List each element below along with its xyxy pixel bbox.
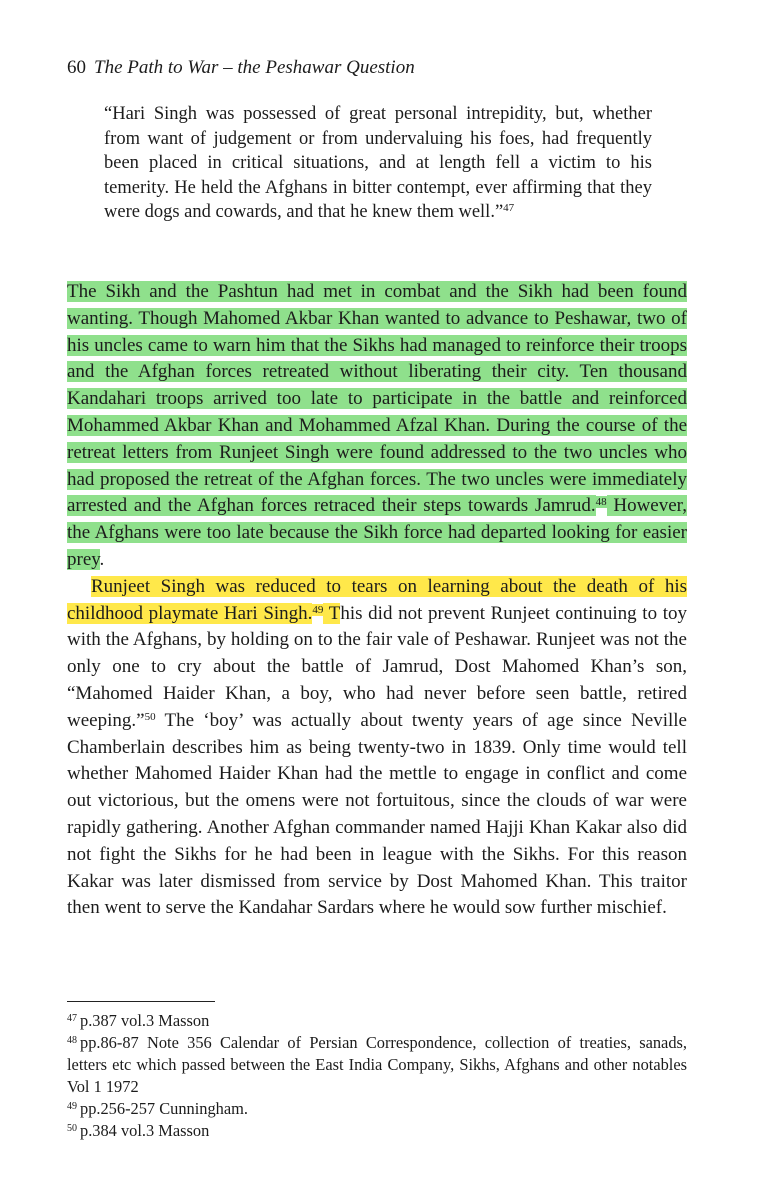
footnote-text: pp.86-87 Note 356 Calendar of Persian Correspondence, collection of treaties, sanads, letters etc which passed between the East India Company, Sikhs, Afghans and other notables Vol 1 1972 xyxy=(67,1033,687,1096)
footnote-ref-47: 47 xyxy=(503,202,515,214)
paragraph-1 xyxy=(67,279,687,574)
footnote-ref-50: 50 xyxy=(144,710,156,723)
footnote-number: 50 xyxy=(67,1123,77,1134)
footnote-divider xyxy=(67,1001,215,1002)
block-quote xyxy=(104,102,652,225)
footnote-50 xyxy=(67,1120,687,1142)
page-number: 60 xyxy=(67,57,86,78)
footnote-ref-48: 48 xyxy=(595,496,607,509)
footnote-48 xyxy=(67,1032,687,1098)
footnote-49 xyxy=(67,1098,687,1120)
running-title: The Path to War – the Peshawar Question xyxy=(94,57,415,78)
footnote-47 xyxy=(67,1010,687,1032)
yellow-highlight: Runjeet Singh was reduced to tears on learning about the death of his childhood playmate Hari Singh. xyxy=(67,575,687,624)
quote-text: “Hari Singh was possessed of great personal intrepidity, but, whether from want of judgement or from undervaluing his foes, had frequently been placed in critical situations, and at length fell a victim to his temerity. He held the Afghans in bitter contempt, ever affirming that they were dogs and cowards, and that he knew them well.” xyxy=(104,104,652,222)
running-header xyxy=(67,56,415,80)
green-highlight-b: However, the Afghans were too late because the Sikh force had departed looking for easier prey xyxy=(67,495,687,570)
footnote-text: p.387 vol.3 Masson xyxy=(80,1011,210,1030)
footnote-number: 47 xyxy=(67,1013,77,1024)
yellow-highlight-tail: T xyxy=(323,602,341,624)
footnote-ref-49: 49 xyxy=(312,603,324,616)
footnote-text: p.384 vol.3 Masson xyxy=(80,1121,210,1140)
green-highlight-a: The Sikh and the Pashtun had met in combat and the Sikh had been found wanting. Though Mahomed Akbar Khan wanted to advance to Peshawar, two of his uncles came to warn him that the Sikhs had managed to reinforce their troops and the Afghan forces retreated without liberating their city. Ten thousand Kandahari troops arrived too late to participate in the battle and reinforced Mohammed Akbar Khan and Mohammed Afzal Khan. During the course of the retreat letters from Runjeet Singh were found addressed to the two uncles who had proposed the retreat of the Afghan forces. The two uncles were immediately arrested and the Afghan forces retraced their steps towards Jamrud. xyxy=(67,281,687,517)
footnote-number: 49 xyxy=(67,1101,77,1112)
body-text xyxy=(67,279,687,922)
footnotes xyxy=(67,1010,687,1142)
paragraph-2-text-b: The ‘boy’ was actually about twenty years of age since Neville Chamberlain describes him as being twenty-two in 1839. Only time would tell whether Mahomed Haider Khan had the mettle to engage in conflict and come out victorious, but the omens were not fortuitous, since the clouds of war were rapidly gathering. Another Afghan commander named Hajji Khan Kakar also did not fight the Sikhs for he had been in league with the Sikhs. For this reason Kakar was later dismissed from service by Dost Mahomed Khan. This traitor then went to serve the Kandahar Sardars where he would sow further mischief. xyxy=(67,709,687,919)
footnote-number: 48 xyxy=(67,1035,77,1046)
paragraph-2 xyxy=(67,574,687,922)
paragraph-2-text-a: his did not prevent Runjeet continuing to toy with the Afghans, by holding on to the fair vale of Peshawar. Runjeet was not the only one to cry about the battle of Jamrud, Dost Mahomed Khan’s son, “Mahomed Haider Khan, a boy, who had never before seen battle, retired weeping.” xyxy=(67,602,687,731)
paragraph-1-end: . xyxy=(99,548,105,570)
footnote-text: pp.256-257 Cunningham. xyxy=(80,1099,248,1118)
